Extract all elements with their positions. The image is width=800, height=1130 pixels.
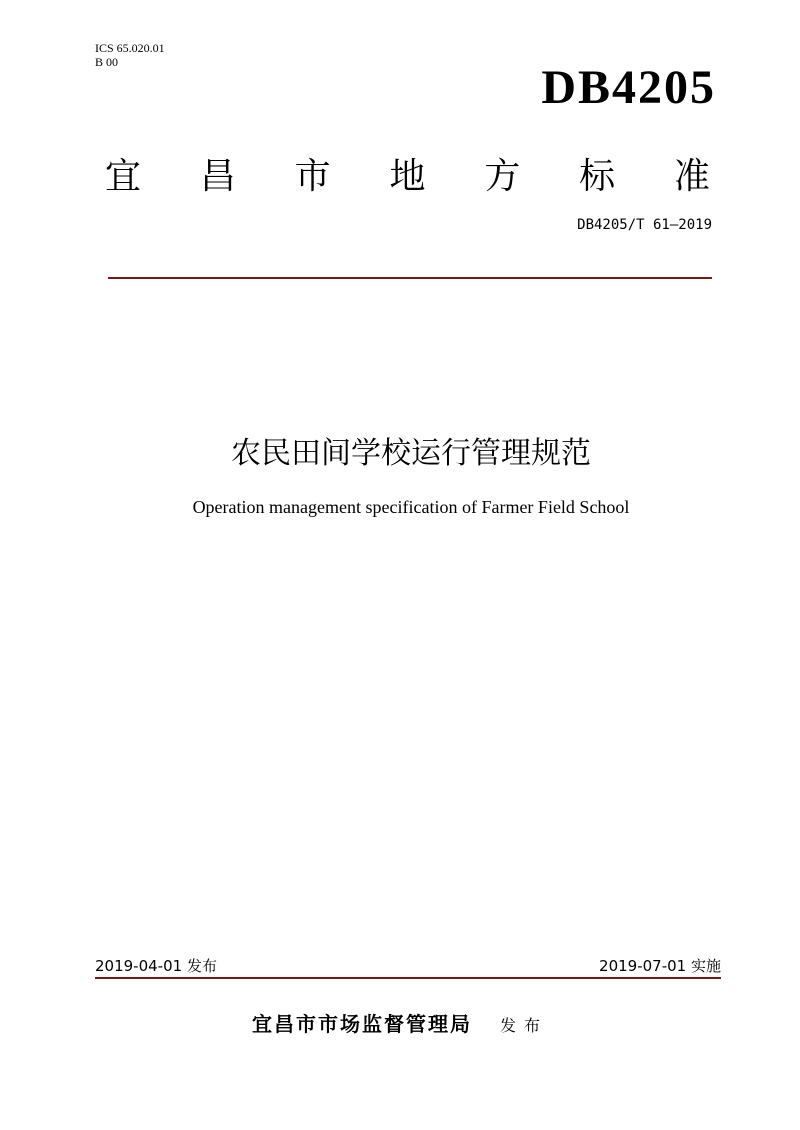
standard-type-char: 宜 <box>105 156 142 197</box>
standard-type-heading <box>105 154 710 200</box>
issue-label: 发布 <box>499 1016 548 1035</box>
standard-type-char: 昌 <box>199 156 236 197</box>
ccs-code: B 00 <box>95 55 119 69</box>
standard-number: DB4205/T 61—2019 <box>577 217 712 233</box>
classification-codes <box>95 41 165 69</box>
document-title-en: Operation management specification of Farmer Field School <box>192 497 630 517</box>
document-title-zh: 农民田间学校运行管理规范 <box>231 436 591 471</box>
ics-code: ICS 65.020.01 <box>95 41 165 55</box>
issuer-line <box>0 1010 800 1040</box>
effective-date: 2019-07-01 实施 <box>599 957 721 975</box>
db-code-mark: DB4205 <box>541 61 716 114</box>
issue-date: 2019-04-01 发布 <box>95 957 217 975</box>
standard-type-char: 市 <box>294 156 331 197</box>
issuing-authority: 宜昌市市场监督管理局 <box>251 1012 472 1036</box>
bottom-divider <box>95 977 721 979</box>
top-divider <box>108 277 712 279</box>
standard-type-char: 地 <box>389 156 426 197</box>
standard-type-char: 方 <box>484 156 521 197</box>
standard-type-char: 标 <box>579 156 616 197</box>
standard-type-char: 准 <box>673 156 710 197</box>
